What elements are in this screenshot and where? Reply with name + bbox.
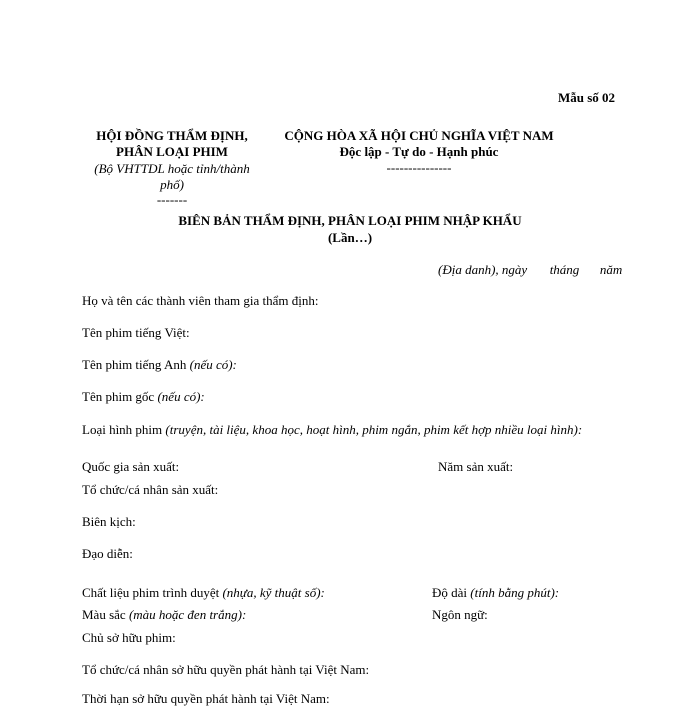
field-term: Thời hạn sở hữu quyền phát hành tại Việt Nam: xyxy=(82,691,330,706)
field-distributor: Tổ chức/cá nhân sở hữu quyền phát hành tại Việt Nam: xyxy=(82,662,370,677)
field-title-en xyxy=(82,357,237,373)
agency-line2: PHÂN LOẠI PHIM xyxy=(116,144,228,159)
field-title-orig-label: Tên phim gốc xyxy=(82,389,155,404)
field-material-note: (nhựa, kỹ thuật số): xyxy=(222,585,325,600)
field-members: Họ và tên các thành viên tham gia thẩm định: xyxy=(82,293,319,308)
nation-dash: --------------- xyxy=(386,160,452,175)
field-language: Ngôn ngữ: xyxy=(432,607,488,622)
field-duration-note: (tính bằng phút): xyxy=(470,585,560,600)
date-month: tháng xyxy=(549,262,580,277)
date-line xyxy=(438,262,622,278)
field-duration xyxy=(432,585,559,601)
field-genre-label: Loại hình phim xyxy=(82,422,163,437)
document-title: BIÊN BẢN THẨM ĐỊNH, PHÂN LOẠI PHIM NHẬP KHẨU xyxy=(178,213,522,228)
field-title-en-label: Tên phim tiếng Anh xyxy=(82,357,187,372)
field-screenwriter: Biên kịch: xyxy=(82,514,136,529)
field-title-orig xyxy=(82,389,205,405)
field-title-orig-note: (nếu có): xyxy=(157,389,205,404)
field-material xyxy=(82,585,325,601)
agency-sub1: (Bộ VHTTDL hoặc tỉnh/thành xyxy=(94,161,250,176)
field-color-note: (màu hoặc đen trắng): xyxy=(128,607,247,622)
field-director: Đạo diễn: xyxy=(82,546,133,561)
agency-line1: HỘI ĐỒNG THẨM ĐỊNH, xyxy=(96,128,248,143)
form-number: Mẫu số 02 xyxy=(558,90,616,105)
field-title-vi: Tên phim tiếng Việt: xyxy=(82,325,190,340)
date-place: (Địa danh), ngày xyxy=(438,262,528,277)
field-title-en-note: (nếu có): xyxy=(189,357,237,372)
field-material-label: Chất liệu phim trình duyệt xyxy=(82,585,220,600)
field-producer: Tổ chức/cá nhân sản xuất: xyxy=(82,482,219,497)
nation-motto: Độc lập - Tự do - Hạnh phúc xyxy=(339,144,499,159)
field-country: Quốc gia sản xuất: xyxy=(82,459,180,474)
field-owner: Chủ sở hữu phim: xyxy=(82,630,176,645)
field-color-label: Màu sắc xyxy=(82,607,126,622)
field-genre xyxy=(82,422,582,438)
nation-line1: CỘNG HÒA XÃ HỘI CHỦ NGHĨA VIỆT NAM xyxy=(284,128,554,143)
agency-dash: ------- xyxy=(156,192,188,207)
field-genre-note: (truyện, tài liệu, khoa học, hoạt hình, phim ngắn, phim kết hợp nhiều loại hình): xyxy=(165,422,583,437)
agency-sub2: phố) xyxy=(160,177,184,192)
field-duration-label: Độ dài xyxy=(432,585,468,600)
document-subtitle: (Lần…) xyxy=(327,230,373,245)
field-color xyxy=(82,607,246,623)
date-year: năm xyxy=(599,262,623,277)
field-year: Năm sản xuất: xyxy=(438,459,514,474)
